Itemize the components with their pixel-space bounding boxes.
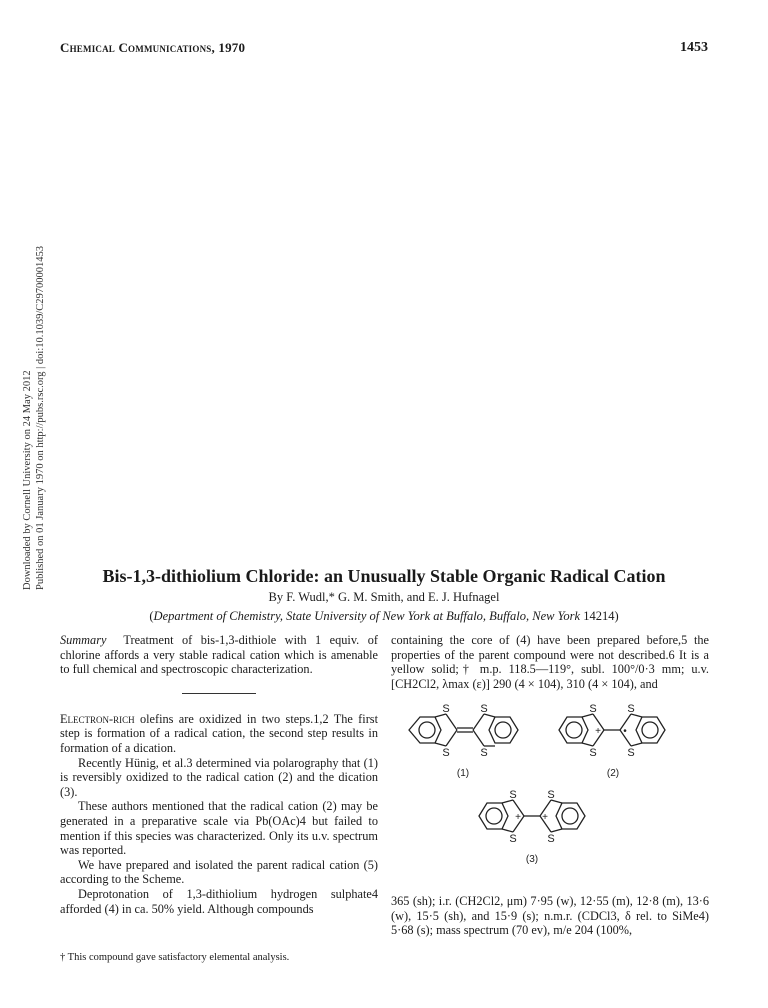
compound-label-3: (3) [525,854,539,865]
paragraph: containing the core of (4) have been prepared before,5 the properties of the parent compound were not described.6 It is a yellow solid;† m.p. 118.5—119°, subl. 100°/0·3 mm; u.v. [CH2Cl2, λmax (ε)] 290 (4 × 104), 310 (4 × 104), and [391,633,709,691]
section-divider [182,693,256,694]
atom-label: S [589,747,597,759]
chemical-scheme [391,692,709,872]
paragraph: We have prepared and isolated the parent radical cation (5) according to the Scheme. [60,857,378,887]
footnote: † This compound gave satisfactory elemental analysis. [60,952,290,963]
paragraph: Recently Hünig, et al.3 determined via polarography that (1) is reversibly oxidized to the radical cation (2) and the dication (3). [60,755,378,799]
atom-label: S [480,703,488,715]
atom-label: S [480,747,488,759]
summary-text: Treatment of bis-1,3-dithiole with 1 equiv. of chlorine affords a very stable radical cation which is amenable to full chemical and spectroscopic characterization. [60,633,378,677]
article-title: Bis-1,3-dithiolium Chloride: an Unusually Stable Organic Radical Cation [102,566,666,586]
paragraph: Electron-rich olefins are oxidized in two steps.1,2 The first step is formation of a radical cation, the second step results in formation of a dication. [60,711,378,755]
page-number: 1453 [680,40,708,55]
structure-compound-1 [409,714,518,746]
left-column [60,633,378,916]
published-line: Published on 01 January 1970 on http://pubs.rsc.org | doi:10.1039/C29700001453 [35,245,46,590]
right-column-bottom [391,894,709,938]
article-affiliation: (Department of Chemistry, State University of New York at Buffalo, Buffalo, New York 14214) [149,609,619,623]
paragraph: These authors mentioned that the radical cation (2) may be generated in a preparative scale via Pb(OAc)4 but failed to mention if this species was characterized. Only its u.v. spectrum was reported. [60,799,378,858]
compound-label-2: (2) [606,768,620,779]
atom-label: S [627,747,635,759]
radical-dot: • [623,726,627,737]
paragraph: 365 (sh); i.r. (CH2Cl2, μm) 7·95 (w), 12·55 (m), 12·8 (m), 13·6 (w), 15·5 (sh), and 15·9 (s); n.m.r. (CDCl3, δ rel. to SiMe4) 5·68 (s); mass spectrum (70 ev), m/e 204 (100%, [391,894,709,938]
plus-sign: + [515,812,521,823]
structure-compound-3 [479,800,585,832]
structure-compound-2 [559,714,665,746]
paragraph: Deprotonation of 1,3-dithiolium hydrogen sulphate4 afforded (4) in ca. 50% yield. Although compounds [60,886,378,916]
download-watermark [22,210,48,590]
atom-label: S [509,789,517,801]
right-column-top [391,633,709,691]
atom-label: S [442,703,450,715]
summary [60,633,378,677]
article-authors: By F. Wudl,* G. M. Smith, and E. J. Hufnagel [268,590,500,604]
plus-sign: + [595,726,601,737]
atom-label: S [547,833,555,845]
plus-sign: + [542,812,548,823]
atom-label: S [442,747,450,759]
atom-label: S [509,833,517,845]
summary-label: Summary [60,633,107,647]
atom-label: S [547,789,555,801]
atom-label: S [589,703,597,715]
download-line: Downloaded by Cornell University on 24 May 2012 [22,370,33,590]
journal-header: Chemical Communications, 1970 [60,40,246,55]
atom-label: S [627,703,635,715]
compound-label-1: (1) [456,768,470,779]
